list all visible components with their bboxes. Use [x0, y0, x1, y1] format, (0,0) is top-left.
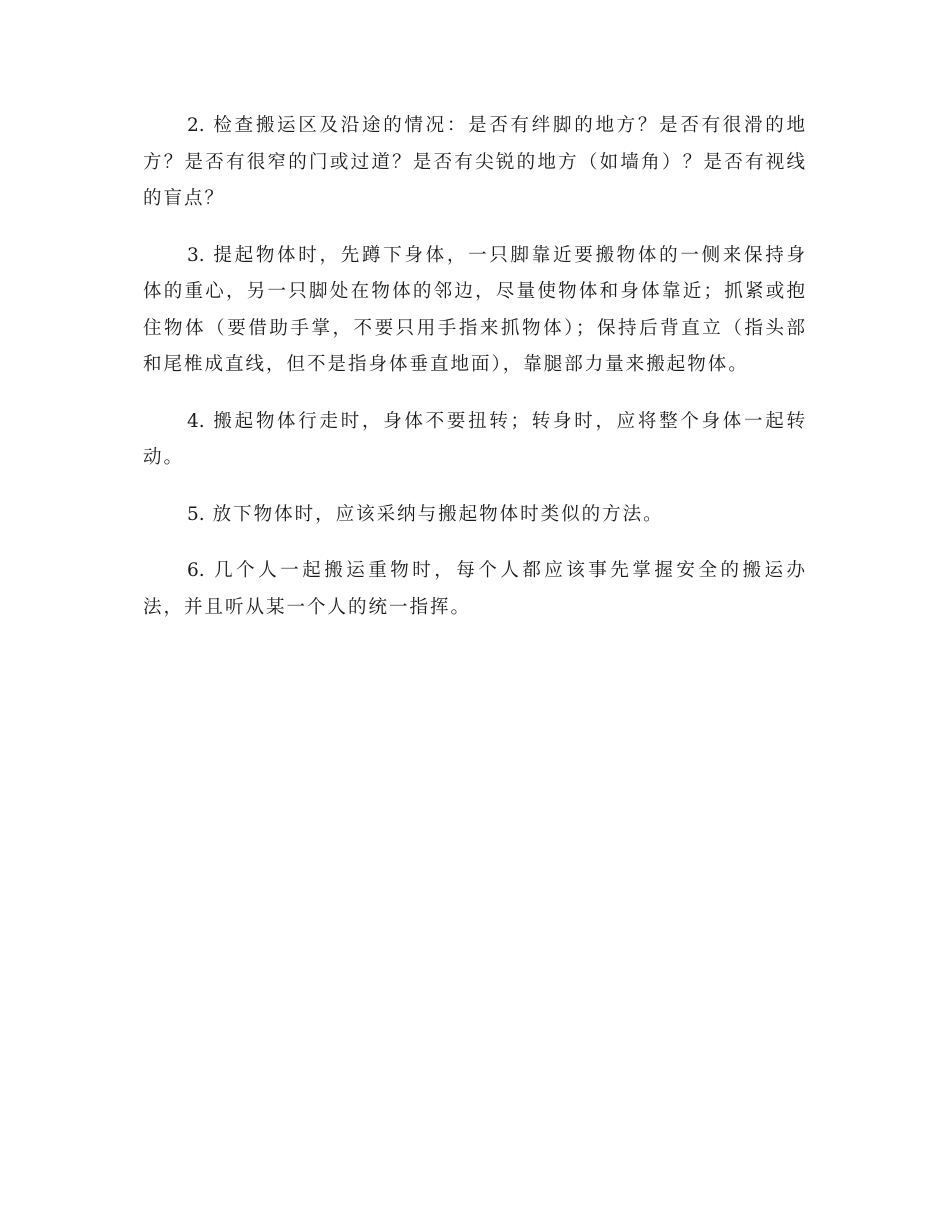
paragraph-text: 提起物体时，先蹲下身体，一只脚靠近要搬物体的一侧来保持身体的重心，另一只脚处在物体的邻边，尽量使物体和身体靠近；抓紧或抱住物体（要借助手掌，不要只用手指来抓物体）；保持后背直立（指头部和尾椎成直线，但不是指身体垂直地面），靠腿部力量来搬起物体。 — [143, 244, 807, 375]
paragraph-number: 5. — [187, 503, 205, 525]
paragraph-item-2 — [143, 108, 807, 218]
paragraph-item-3 — [143, 238, 807, 384]
paragraph-item-6 — [143, 553, 807, 626]
document-page — [143, 108, 807, 646]
paragraph-number: 4. — [187, 410, 205, 432]
paragraph-item-5 — [143, 497, 807, 534]
paragraph-text: 搬起物体行走时，身体不要扭转；转身时，应将整个身体一起转动。 — [143, 410, 807, 468]
paragraph-text: 放下物体时，应该采纳与搬起物体时类似的方法。 — [212, 503, 664, 525]
paragraph-text: 检查搬运区及沿途的情况：是否有绊脚的地方？是否有很滑的地方？是否有很窄的门或过道？是否有尖锐的地方（如墙角）？是否有视线的盲点？ — [143, 115, 807, 209]
paragraph-number: 2. — [187, 115, 205, 136]
paragraph-number: 6. — [187, 560, 205, 581]
paragraph-item-4 — [143, 404, 807, 477]
paragraph-text: 几个人一起搬运重物时，每个人都应该事先掌握安全的搬运办法，并且听从某一个人的统一指挥。 — [143, 560, 807, 618]
paragraph-number: 3. — [187, 244, 205, 266]
